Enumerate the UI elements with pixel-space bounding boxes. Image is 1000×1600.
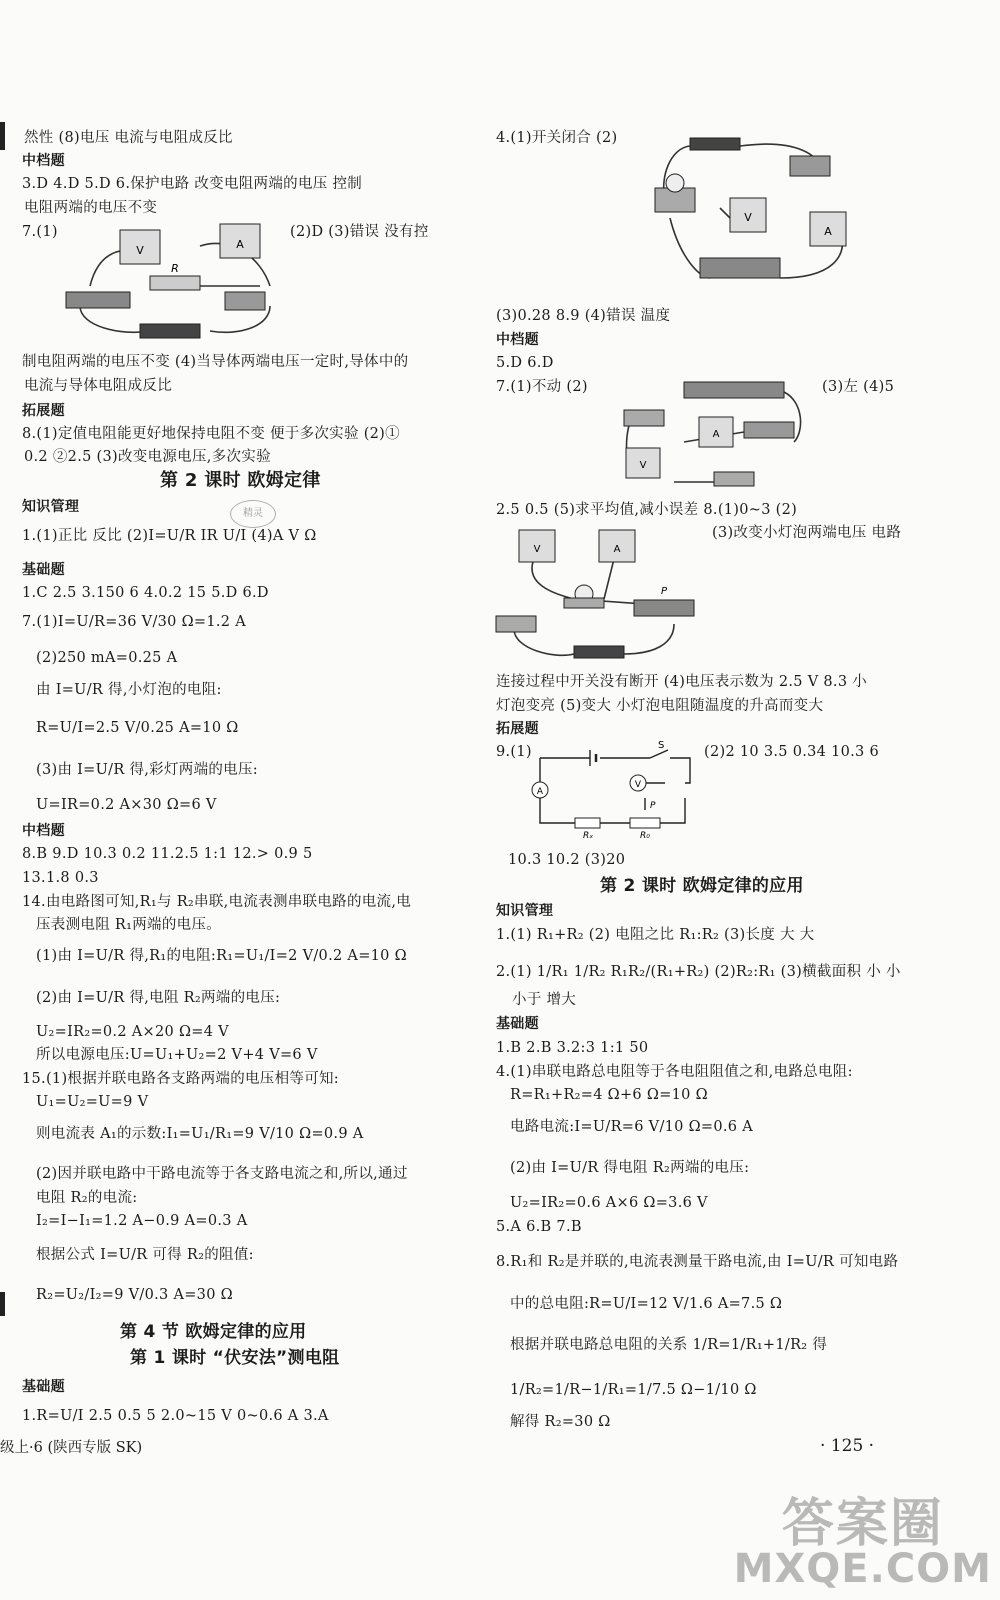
answer-line: 制电阻两端的电压不变 (4)当导体两端电压一定时,导体中的: [22, 354, 409, 370]
svg-text:R₀: R₀: [640, 831, 650, 838]
answer-line: 小于 增大: [512, 992, 577, 1008]
circuit-diagram-q7-left: [60, 216, 290, 351]
voltmeter-label: V: [136, 244, 144, 257]
svg-text:A: A: [613, 544, 621, 555]
answer-line: 13.1.8 0.3: [22, 870, 99, 886]
lesson-title: 第 2 课时 欧姆定律的应用: [600, 876, 804, 896]
answer-line: 7.(1)I=U/R=36 V/30 Ω=1.2 A: [22, 614, 247, 630]
answer-line: U₂=IR₂=0.2 A×20 Ω=4 V: [36, 1024, 229, 1040]
section-heading: 拓展题: [496, 721, 539, 737]
answer-line: 根据公式 I=U/R 可得 R₂的阻值:: [36, 1247, 254, 1263]
answer-line: 压表测电阻 R₁两端的电压。: [36, 917, 222, 933]
answer-line: 中的总电阻:R=U/I=12 V/1.6 A=7.5 Ω: [510, 1296, 783, 1312]
resistor-label: R: [171, 262, 179, 275]
answer-line: R₂=U₂/I₂=9 V/0.3 A=30 Ω: [36, 1287, 233, 1303]
answer-line: 2.5 0.5 (5)求平均值,减小误差 8.(1)0~3 (2): [496, 502, 798, 518]
section-heading: 基础题: [496, 1016, 539, 1032]
answer-line: 0.2 ②2.5 (3)改变电源电压,多次实验: [24, 449, 271, 465]
answer-line: 15.(1)根据并联电路各支路两端的电压相等可知:: [22, 1071, 339, 1087]
page-number: · 125 ·: [820, 1436, 875, 1456]
answer-line: 1.(1) R₁+R₂ (2) 电阻之比 R₁:R₂ (3)长度 大 大: [496, 927, 815, 943]
answer-line: U₂=IR₂=0.6 A×6 Ω=3.6 V: [510, 1195, 708, 1211]
answer-line: 7.(1): [22, 224, 58, 240]
footer-left: 级上·6 (陕西专版 SK): [0, 1440, 143, 1456]
switch-label: S: [658, 740, 665, 751]
answer-line: 3.D 4.D 5.D 6.保护电路 改变电阻两端的电压 控制: [22, 176, 363, 192]
answer-line: 则电流表 A₁的示数:I₁=U₁/R₁=9 V/10 Ω=0.9 A: [36, 1126, 364, 1142]
svg-text:A: A: [536, 787, 544, 797]
answer-line: R=U/I=2.5 V/0.25 A=10 Ω: [36, 720, 239, 736]
answer-line: 1.B 2.B 3.2:3 1:1 50: [496, 1040, 649, 1056]
answer-line: I₂=I−I₁=1.2 A−0.9 A=0.3 A: [36, 1213, 248, 1229]
answer-line: (2)由 I=U/R 得,电阻 R₂两端的电压:: [36, 990, 281, 1006]
answer-line: 根据并联电路总电阻的关系 1/R=1/R₁+1/R₂ 得: [510, 1337, 828, 1353]
answer-line: 14.由电路图可知,R₁与 R₂串联,电流表测串联电路的电流,电: [22, 894, 412, 910]
answer-line: 5.A 6.B 7.B: [496, 1219, 582, 1235]
answer-line: U=IR=0.2 A×30 Ω=6 V: [36, 797, 217, 813]
answer-line: 4.(1)串联电路总电阻等于各电阻阻值之和,电路总电阻:: [496, 1064, 853, 1080]
schematic-q9: [520, 738, 700, 838]
circuit-diagram-q8-right: [494, 524, 704, 664]
lesson-title: 第 2 课时 欧姆定律: [160, 470, 321, 491]
answer-line: (3)由 I=U/R 得,彩灯两端的电压:: [36, 762, 258, 778]
section-heading: 中档题: [496, 332, 539, 348]
answer-line: (1)由 I=U/R 得,R₁的电阻:R₁=U₁/I=2 V/0.2 A=10 Ω: [36, 948, 407, 964]
answer-line: R=R₁+R₂=4 Ω+6 Ω=10 Ω: [510, 1087, 708, 1103]
ammeter-label: A: [236, 238, 244, 251]
margin-bar: [0, 122, 5, 150]
watermark: [734, 1481, 992, 1592]
answer-line: (2)由 I=U/R 得电阻 R₂两端的电压:: [510, 1160, 750, 1176]
answer-line: (2)250 mA=0.25 A: [36, 650, 178, 666]
section-heading: 拓展题: [22, 403, 65, 419]
answer-line: (2)因并联电路中干路电流等于各支路电流之和,所以,通过: [36, 1166, 408, 1182]
answer-line: 8.B 9.D 10.3 0.2 11.2.5 1:1 12.> 0.9 5: [22, 846, 313, 862]
answer-line: 由 I=U/R 得,小灯泡的电阻:: [36, 682, 222, 698]
answer-line: 4.(1)开关闭合 (2): [496, 130, 618, 146]
answer-line: 7.(1)不动 (2): [496, 379, 588, 395]
answer-line: (3)改变小灯泡两端电压 电路: [712, 525, 902, 541]
answer-line: 8.(1)定值电阻能更好地保持电阻不变 便于多次实验 (2)①: [22, 426, 400, 442]
svg-text:A: A: [712, 429, 720, 440]
answer-line: 5.D 6.D: [496, 355, 554, 371]
answer-line: 然性 (8)电压 电流与电阻成反比: [24, 130, 233, 146]
svg-text:V: V: [639, 460, 647, 471]
answer-line: 灯泡变亮 (5)变大 小灯泡电阻随温度的升高而变大: [496, 698, 824, 714]
section-heading: 基础题: [22, 562, 65, 578]
answer-line: 9.(1): [496, 744, 532, 760]
svg-text:V: V: [634, 780, 642, 790]
section-heading: 中档题: [22, 153, 65, 169]
answer-line: (2)D (3)错误 没有控: [290, 224, 429, 240]
svg-text:A: A: [824, 225, 832, 238]
svg-text:Rₓ: Rₓ: [583, 831, 594, 838]
answer-line: 所以电源电压:U=U₁+U₂=2 V+4 V=6 V: [36, 1047, 318, 1063]
section-heading: 知识管理: [496, 903, 554, 919]
answer-line: 8.R₁和 R₂是并联的,电流表测量干路电流,由 I=U/R 可知电路: [496, 1254, 899, 1270]
section-heading: 基础题: [22, 1379, 65, 1395]
svg-text:V: V: [744, 211, 752, 224]
svg-text:V: V: [533, 544, 541, 555]
margin-bar: [0, 1292, 5, 1316]
lesson-title: 第 1 课时 “伏安法”测电阻: [130, 1348, 340, 1368]
svg-text:P: P: [650, 801, 656, 811]
answer-line: 1.R=U/I 2.5 0.5 5 2.0~15 V 0~0.6 A 3.A: [22, 1408, 329, 1424]
answer-line: 电流与导体电阻成反比: [24, 378, 172, 394]
answer-line: 电阻两端的电压不变: [24, 200, 158, 216]
svg-text:P: P: [660, 586, 668, 597]
answer-line: (3)0.28 8.9 (4)错误 温度: [496, 308, 671, 324]
answer-line: 连接过程中开关没有断开 (4)电压表示数为 2.5 V 8.3 小: [496, 674, 868, 690]
lesson-title: 第 4 节 欧姆定律的应用: [120, 1322, 307, 1342]
answer-line: 1.(1)正比 反比 (2)I=U/R IR U/I (4)A V Ω: [22, 528, 317, 544]
watermark-url: MXQE.COM: [733, 1546, 992, 1592]
answer-line: 解得 R₂=30 Ω: [510, 1414, 611, 1430]
answer-line: 1/R₂=1/R−1/R₁=1/7.5 Ω−1/10 Ω: [510, 1382, 757, 1398]
circuit-diagram-q4-right: [650, 128, 880, 293]
answer-line: (2)2 10 3.5 0.34 10.3 6: [704, 744, 880, 760]
section-heading: 中档题: [22, 823, 65, 839]
answer-line: 2.(1) 1/R₁ 1/R₂ R₁R₂/(R₁+R₂) (2)R₂:R₁ (3)横截面积 小 小: [496, 964, 901, 980]
answer-line: 1.C 2.5 3.150 6 4.0.2 15 5.D 6.D: [22, 585, 269, 601]
answer-line: U₁=U₂=U=9 V: [36, 1094, 149, 1110]
circuit-diagram-q7-right: [614, 372, 814, 494]
watermark-logo-text: 答案圈: [781, 1494, 944, 1554]
answer-line: 电阻 R₂的电流:: [36, 1190, 138, 1206]
answer-line: 10.3 10.2 (3)20: [508, 852, 626, 868]
stamp: 精灵: [230, 500, 276, 528]
section-heading: 知识管理: [22, 499, 80, 515]
answer-line: (3)左 (4)5: [822, 379, 895, 395]
answer-line: 电路电流:I=U/R=6 V/10 Ω=0.6 A: [510, 1119, 753, 1135]
